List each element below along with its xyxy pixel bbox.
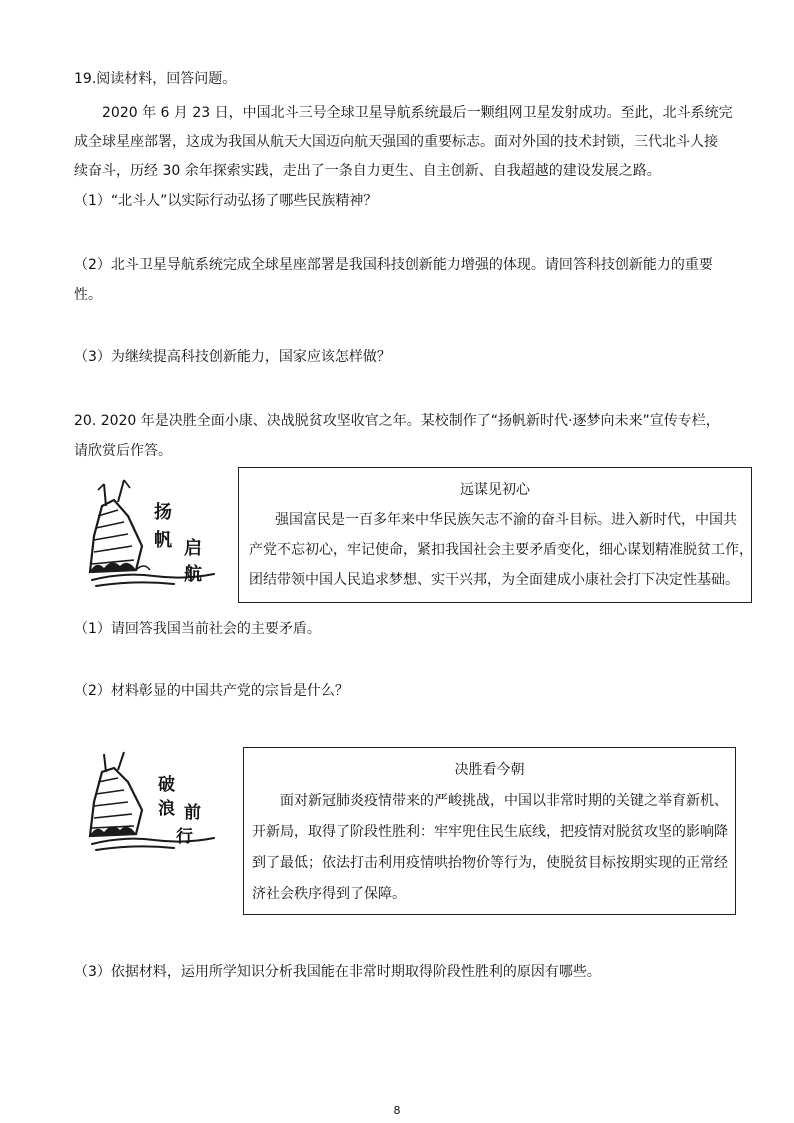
material-box-2 [243,747,736,915]
material-box-2-line-3: 到了最低；依法打击利用疫情哄抬物价等行为，使脱贫目标按期实现的正常经 [252,855,728,871]
material-box-2-line-4: 济社会秩序得到了保障。 [252,886,406,902]
art-char-2: 浪 [158,799,175,819]
art-char-3: 前 [184,803,201,823]
material-box-1 [238,467,752,603]
page-number: 8 [393,1104,401,1117]
q19-material-line-2: 成全球星座部署，这成为我国从航天大国迈向航天强国的重要标志。面对外国的技术封锁，三代北斗人接 [74,134,718,150]
q19-title: 19.阅读材料，回答问题。 [74,71,237,87]
material-box-2-title: 决胜看今朝 [454,762,525,778]
art-char-2: 帆 [154,530,172,551]
q19-sub-question-2-line-2: 性。 [74,287,102,303]
material-box-2-line-1: 面对新冠肺炎疫情带来的严峻挑战，中国以非常时期的关键之举育新机、 [280,793,728,809]
art-char-4: 航 [184,564,202,585]
q19-material-line-3: 续奋斗，历经 30 余年探索实践，走出了一条自力更生、自主创新、自我超越的建设发展之路。 [74,163,661,179]
q19-sub-question-3: （3）为继续提高科技创新能力，国家应该怎样做？ [74,349,391,365]
q19-sub-question-1: （1）“北斗人”以实际行动弘扬了哪些民族精神？ [74,193,378,209]
material-box-1-title: 远谋见初心 [460,482,530,498]
material-box-1-line-2: 产党不忘初心，牢记使命，紧扣我国社会主要矛盾变化，细心谋划精准脱贫工作， [249,542,753,558]
q20-title-line-1: 20. 2020 年是决胜全面小康、决战脱贫攻坚收官之年。某校制作了“扬帆新时代·逐梦向未来”宣传专栏， [74,413,720,429]
q20-sub-question-1: （1）请回答我国当前社会的主要矛盾。 [74,621,321,637]
art-char-1: 扬 [154,502,172,523]
q20-sub-question-3: （3）依据材料，运用所学知识分析我国能在非常时期取得阶段性胜利的原因有哪些。 [74,964,601,980]
sailing-ship-illustration-2 [84,750,232,856]
q19-material-line-1: 2020 年 6 月 23 日，中国北斗三号全球卫星导航系统最后一颗组网卫星发射成功。至此，北斗系统完 [102,105,733,121]
art-char-4: 行 [176,827,193,847]
sailing-ship-illustration-1 [84,476,232,592]
q19-sub-question-2-line-1: （2）北斗卫星导航系统完成全球星座部署是我国科技创新能力增强的体现。请回答科技创新能力的重要 [74,257,713,273]
q20-title-line-2: 请欣赏后作答。 [74,443,172,459]
material-box-1-line-3: 团结带领中国人民追求梦想、实干兴邦，为全面建成小康社会打下决定性基础。 [249,572,739,588]
art-char-3: 启 [184,538,202,559]
material-box-2-line-2: 开新局，取得了阶段性胜利：牢牢兜住民生底线，把疫情对脱贫攻坚的影响降 [252,824,728,840]
q20-sub-question-2: （2）材料彰显的中国共产党的宗旨是什么？ [74,683,349,699]
material-box-1-line-1: 强国富民是一百多年来中华民族矢志不渝的奋斗目标。进入新时代，中国共 [275,512,737,528]
art-char-1: 破 [158,775,175,795]
